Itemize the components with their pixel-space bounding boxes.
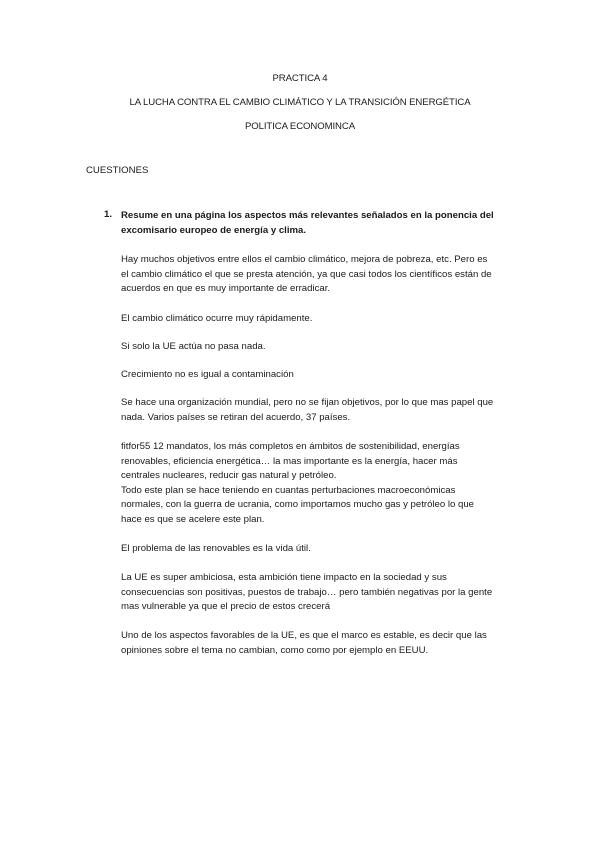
- question-line: excomisario europeo de energía y clima.: [121, 224, 307, 236]
- answer-paragraph: [121, 542, 525, 557]
- paragraph-line: Hay muchos objetivos entre ellos el cambio climático, mejora de pobreza, etc. Pero es: [121, 254, 488, 265]
- paragraph-line: el cambio climático el que se presta atención, ya que casi todos los científicos están de: [121, 268, 492, 280]
- document-subtitle: LA LUCHA CONTRA EL CAMBIO CLIMÁTICO Y LA TRANSICIÓN ENERGÉTICA: [129, 97, 471, 108]
- question-number: 1.: [104, 209, 113, 220]
- paragraph-line: Se hace una organización mundial, pero no se fijan objetivos, por lo que mas papel que: [121, 397, 494, 408]
- paragraph-line: renovables, eficiencia energética… la mas importante es la energía, hacer más: [121, 455, 458, 467]
- paragraph-line: mas vulnerable ya que el precio de estos crecerá: [121, 601, 331, 613]
- answer-paragraph: [121, 312, 525, 327]
- answer-paragraph: [121, 440, 525, 528]
- answer-paragraph: [121, 368, 525, 383]
- question-line: Resume en una página los aspectos más relevantes señalados en la ponencia del: [121, 210, 494, 221]
- paragraph-line: fitfor55 12 mandatos, los más completos en ámbitos de sostenibilidad, energías: [121, 441, 460, 452]
- paragraph-line: consecuencias son positivas, puestos de trabajo… pero también negativas por la gente: [121, 586, 493, 598]
- paragraph-line: acuerdos en que es muy importante de erradicar.: [121, 283, 331, 295]
- paragraph-line: Todo este plan se hace teniendo en cuantas perturbaciones macroeconómicas: [121, 484, 456, 496]
- question-text: [121, 209, 521, 238]
- paragraph-line: El cambio climático ocurre muy rápidamente.: [121, 313, 313, 324]
- paragraph-line: Crecimiento no es igual a contaminación: [121, 369, 294, 380]
- answer-paragraph: [121, 629, 525, 658]
- document-title: PRACTICA 4: [272, 73, 328, 84]
- course-name: POLITICA ECONOMINCA: [244, 121, 356, 132]
- paragraph-line: Uno de los aspectos favorables de la UE, es que el marco es estable, es decir que las: [121, 630, 487, 641]
- paragraph-line: centrales nucleares, reducir gas natural y petróleo.: [121, 470, 337, 482]
- paragraph-line: Si solo la UE actúa no pasa nada.: [121, 341, 266, 352]
- paragraph-line: nada. Varios países se retiran del acuerdo, 37 países.: [121, 411, 351, 423]
- answer-paragraph: [121, 253, 525, 297]
- answer-paragraph: [121, 571, 525, 615]
- paragraph-line: hace es que se acelere este plan.: [121, 513, 265, 525]
- answer-paragraph: [121, 340, 525, 355]
- paragraph-line: opiniones sobre el tema no cambian, como como por ejemplo en EEUU.: [121, 644, 429, 656]
- paragraph-line: normales, con la guerra de ucrania, como importamos mucho gas y petróleo lo que: [121, 499, 475, 511]
- section-heading: CUESTIONES: [86, 165, 149, 176]
- answer-paragraph: [121, 396, 525, 425]
- paragraph-line: El problema de las renovables es la vida útil.: [121, 543, 311, 554]
- paragraph-line: La UE es super ambiciosa, esta ambición tiene impacto en la sociedad y sus: [121, 572, 447, 583]
